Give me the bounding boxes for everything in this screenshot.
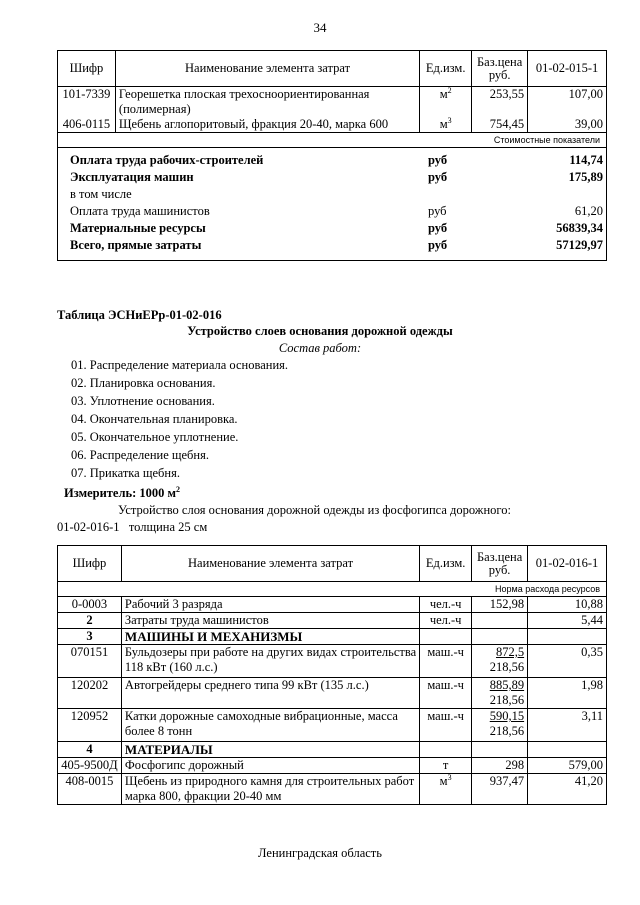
table-row	[58, 758, 607, 774]
row-name: Рабочий 3 разряда	[121, 597, 419, 613]
row-value: 5,44	[528, 613, 607, 629]
row-price	[472, 742, 528, 758]
table-row	[58, 117, 607, 133]
list-item: 01. Распределение материала основания.	[71, 358, 289, 372]
header-unit: Ед.изм.	[420, 546, 472, 582]
summary-value: 114,74	[569, 153, 603, 167]
row-value: 1,98	[528, 678, 607, 709]
row-code: 0-0003	[58, 597, 122, 613]
header-price: Баз.цена руб.	[472, 51, 528, 87]
list-item: 02. Планировка основания.	[71, 376, 216, 390]
list-item: 03. Уплотнение основания.	[71, 394, 215, 408]
row-price: 885,89 218,56	[472, 678, 528, 709]
row-price: 590,15 218,56	[472, 709, 528, 742]
cost-label: Стоимостные показатели	[58, 133, 607, 148]
row-code: 405-9500Д	[58, 758, 122, 774]
summary-unit: руб	[428, 170, 448, 184]
meter-label: Измеритель: 1000 $м^2$	[64, 484, 181, 500]
row-unit: $м^3$	[420, 774, 472, 805]
header-price: Баз.цена руб.	[472, 546, 528, 582]
summary-value: 56839,34	[556, 221, 603, 235]
row-code: 408-0015	[58, 774, 122, 805]
header-unit: Ед.изм.	[420, 51, 472, 87]
row-name: МАТЕРИАЛЫ	[121, 742, 419, 758]
table-row	[58, 613, 607, 629]
summary-row	[58, 186, 606, 203]
header-code: Шифр	[58, 51, 116, 87]
table-row	[58, 742, 607, 758]
row-unit: т	[420, 758, 472, 774]
table-row	[58, 629, 607, 645]
page-number: 34	[313, 20, 327, 35]
summary-row	[58, 203, 606, 220]
row-code: 120952	[58, 709, 122, 742]
row-price	[472, 613, 528, 629]
row-unit: маш.-ч	[420, 645, 472, 678]
row-unit: маш.-ч	[420, 678, 472, 709]
section-heading: Устройство слоев основания дорожной одежды	[187, 324, 453, 338]
row-name: Бульдозеры при работе на других видах строительства 118 кВт (160 л.с.)	[121, 645, 419, 678]
summary-unit: руб	[428, 153, 448, 167]
summary-unit: руб	[428, 204, 447, 218]
row-unit: маш.-ч	[420, 709, 472, 742]
row-value: 10,88	[528, 597, 607, 613]
summary-unit	[425, 186, 483, 203]
row-unit	[420, 742, 472, 758]
table-016	[57, 545, 607, 805]
header-norm: 01-02-016-1	[528, 546, 607, 582]
summary-name: в том числе	[70, 187, 132, 201]
list-item: 06. Распределение щебня.	[71, 448, 209, 462]
summary-name: Материальные ресурсы	[70, 221, 206, 235]
row-code: 101-7339	[58, 87, 116, 118]
works-list	[71, 357, 288, 481]
row-price	[472, 629, 528, 645]
table-row	[58, 709, 607, 742]
table-row	[58, 678, 607, 709]
row-value: 39,00	[528, 117, 607, 133]
header-norm: 01-02-015-1	[528, 51, 607, 87]
header-code: Шифр	[58, 546, 122, 582]
row-value: 579,00	[528, 758, 607, 774]
row-name: Фосфогипс дорожный	[121, 758, 419, 774]
row-name: Георешетка плоская трехосноориентированная (полимерная)	[115, 87, 419, 118]
item-code: 01-02-016-1	[57, 520, 120, 534]
summary-name: Всего, прямые затраты	[70, 238, 202, 252]
summary-name: Эксплуатация машин	[70, 170, 194, 184]
row-value	[528, 629, 607, 645]
row-unit: $м^3$	[420, 117, 472, 133]
row-price: 872,5 218,56	[472, 645, 528, 678]
header-name: Наименование элемента затрат	[121, 546, 419, 582]
row-code: 2	[58, 613, 122, 629]
summary-value	[545, 186, 606, 203]
table-row	[58, 87, 607, 118]
row-value: 107,00	[528, 87, 607, 118]
row-name: Щебень из природного камня для строительных работ марка 800, фракции 20-40 мм	[121, 774, 419, 805]
summary-value: 61,20	[574, 204, 603, 218]
list-item: 04. Окончательная планировка.	[71, 412, 238, 426]
row-price: 298	[472, 758, 528, 774]
row-name: Катки дорожные самоходные вибрационные, масса более 8 тонн	[121, 709, 419, 742]
composition-label: Состав работ:	[278, 341, 362, 355]
summary-block	[58, 148, 607, 261]
summary-row	[58, 237, 606, 254]
row-name: Автогрейдеры среднего типа 99 кВт (135 л.с.)	[121, 678, 419, 709]
norm-label: Норма расхода ресурсов	[58, 582, 607, 597]
list-item: 05. Окончательное уплотнение.	[71, 430, 239, 444]
row-name: Щебень аглопоритовый, фракция 20-40, марка 600	[115, 117, 419, 133]
list-item: 07. Прикатка щебня.	[71, 466, 180, 480]
table-row	[58, 645, 607, 678]
row-code: 070151	[58, 645, 122, 678]
row-unit: чел.-ч	[420, 597, 472, 613]
row-value: 3,11	[528, 709, 607, 742]
row-value: 0,35	[528, 645, 607, 678]
footer-region: Ленинградская область	[258, 846, 382, 860]
item-line	[57, 519, 207, 535]
table-row	[58, 774, 607, 805]
row-value	[528, 742, 607, 758]
summary-unit: руб	[428, 238, 448, 252]
summary-row	[58, 220, 606, 237]
row-value: 41,20	[528, 774, 607, 805]
row-unit: чел.-ч	[420, 613, 472, 629]
row-price: 152,98	[472, 597, 528, 613]
summary-unit: руб	[428, 221, 448, 235]
summary-name: Оплата труда машинистов	[70, 204, 210, 218]
header-name: Наименование элемента затрат	[115, 51, 419, 87]
row-code: 3	[58, 629, 122, 645]
row-name: МАШИНЫ И МЕХАНИЗМЫ	[121, 629, 419, 645]
row-unit	[420, 629, 472, 645]
row-price: 937,47	[472, 774, 528, 805]
table-015	[57, 50, 607, 261]
summary-name: Оплата труда рабочих-строителей	[70, 153, 264, 167]
summary-row	[58, 152, 606, 169]
summary-row	[58, 169, 606, 186]
row-price: 754,45	[472, 117, 528, 133]
description: Устройство слоя основания дорожной одежды из фосфогипса дорожного:	[118, 503, 511, 517]
summary-value: 175,89	[568, 170, 603, 184]
row-code: 406-0115	[58, 117, 116, 133]
summary-value: 57129,97	[556, 238, 603, 252]
row-code: 120202	[58, 678, 122, 709]
row-code: 4	[58, 742, 122, 758]
row-price: 253,55	[472, 87, 528, 118]
item-text: толщина 25 см	[128, 520, 208, 534]
row-name: Затраты труда машинистов	[121, 613, 419, 629]
row-unit: $м^2$	[420, 87, 472, 118]
table-title: Таблица ЭСНиЕРр-01-02-016	[57, 308, 222, 322]
table-row	[58, 597, 607, 613]
